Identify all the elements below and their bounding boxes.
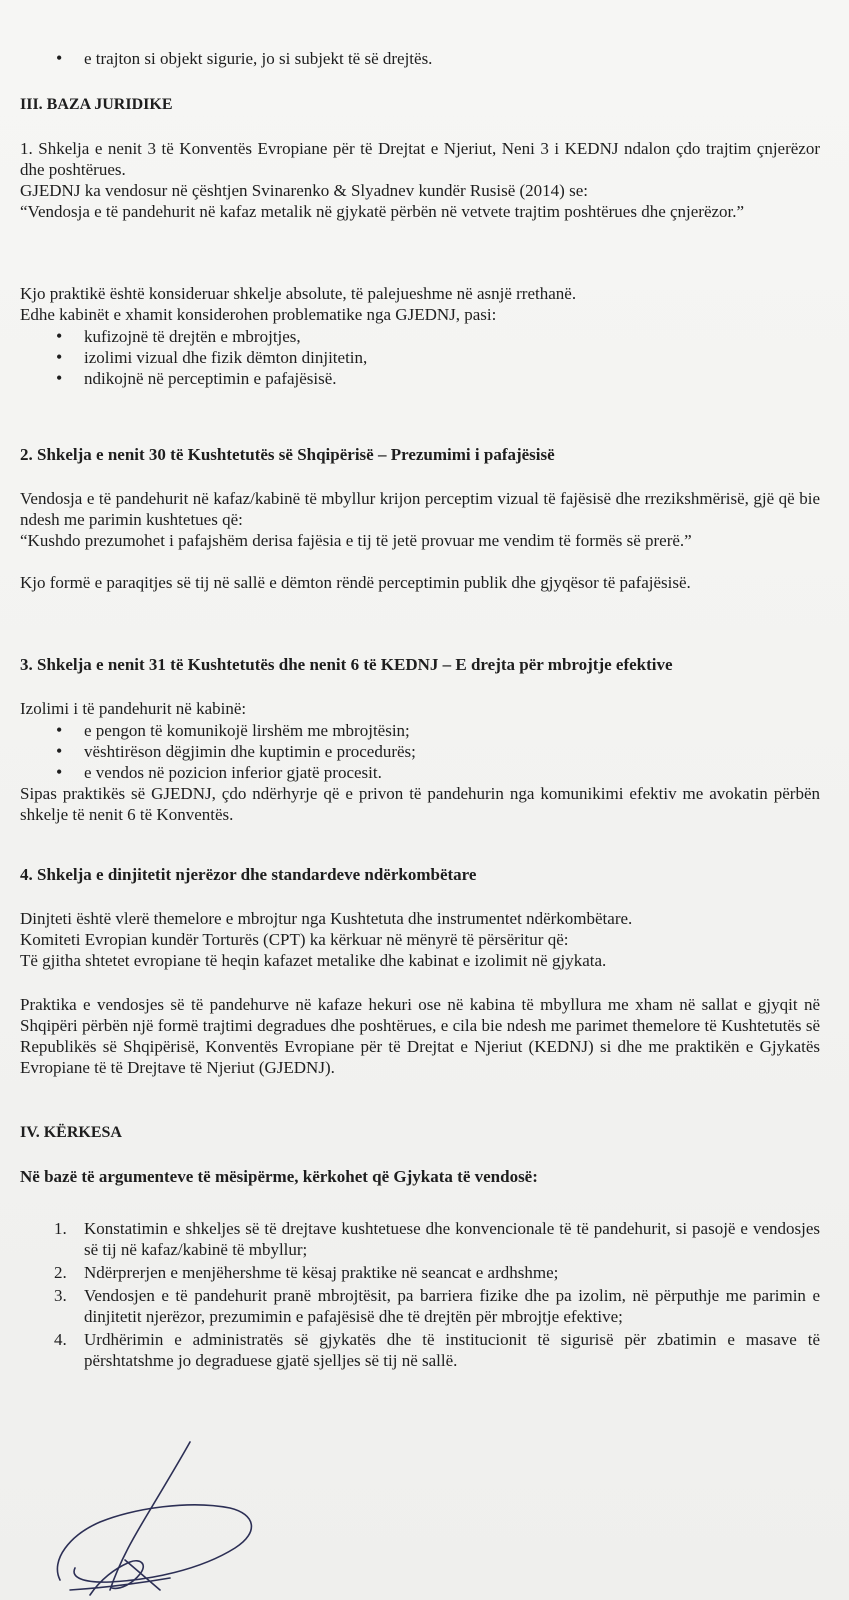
heading-article-31: 3. Shkelja e nenit 31 të Kushtetutës dhe nenit 6 të KEDNJ – E drejta për mbrojtje efektive (20, 655, 673, 674)
paragraph-glass-cabins: Edhe kabinët e xhamit konsiderohen problematike nga GJEDNJ, pasi: (20, 305, 497, 324)
request-number: 4. (54, 1330, 67, 1349)
paragraph-cpt-demand: Të gjitha shtetet evropiane të heqin kafazet metalike dhe kabinat e izolimit në gjykata. (20, 951, 607, 970)
paragraph-dignity: Dinjteti është vlerë themelore e mbrojtur nga Kushtetuta dhe instrumentet ndërkombëtare. (20, 909, 633, 928)
request-item (20, 1329, 820, 1371)
case-reference: GJEDNJ ka vendosur në çështjen Svinarenko & Slyadnev kundër Rusisë (2014) se: (20, 181, 588, 200)
section-heading-kerkesa: IV. KËRKESA (20, 1124, 122, 1141)
request-lead: Në bazë të argumenteve të mësipërme, kërkohet që Gjykata të vendosë: (20, 1167, 538, 1186)
glass-cabin-bullets (20, 326, 820, 389)
request-item (20, 1285, 820, 1327)
paragraph-presumption: Vendosja e të pandehurit në kafaz/kabinë të mbyllur krijon perceptim vizual të fajësisë dhe rrezikshmërisë, gjë që bie ndesh me parimin kushtetues që: (20, 489, 820, 529)
request-list (20, 1218, 820, 1373)
bullet-item: • ndikojnë në perceptimin e pafajësisë. (20, 368, 820, 389)
paragraph-conclusion: Praktika e vendosjes së të pandehurve në kafaze hekuri ose në kabina të mbyllura me xham në sallat e gjyqit në Shqipëri përbën një formë trajtimi degradues dhe poshtërues, e cila bie ndesh me parimet themelore të Kushtetutës së Republikës së Shqipërisë, Konventës Evropiane për të Drejtat e Njeriut (KEDNJ) si dhe me praktikën e Gjykatës Evropiane të të Drejtave të Njeriut (GJEDNJ). (20, 995, 820, 1077)
request-item (20, 1262, 820, 1283)
paragraph-kednj-article-3: 1. Shkelja e nenit 3 të Konventës Evropiane për të Drejtat e Njeriut, Neni 3 i KEDNJ ndalon çdo trajtim çnjerëzor dhe poshtërues. (20, 139, 820, 179)
request-number: 2. (54, 1263, 67, 1282)
section-heading-baza-juridike: III. BAZA JURIDIKE (20, 96, 173, 113)
request-text: Ndërprerjen e menjëhershme të kësaj praktike në seancat e ardhshme; (84, 1263, 559, 1282)
presumption-quote: “Kushdo prezumohet i pafajshëm derisa fajësia e tij të jetë provuar me vendim të formës së prerë.” (20, 531, 692, 550)
signature (40, 1440, 280, 1600)
request-number: 3. (54, 1286, 67, 1305)
request-text: Vendosjen e të pandehurit pranë mbrojtësit, pa barriera fizike dhe pa izolim, në përputhje me parimin e dinjitetit njerëzor, prezumimin e pafajësisë dhe të drejtën për mbrojtje efektive; (84, 1286, 820, 1326)
paragraph-absolute-violation: Kjo praktikë është konsideruar shkelje absolute, të palejueshme në asnjë rrethanë. (20, 284, 577, 303)
request-number: 1. (54, 1219, 67, 1238)
paragraph-cpt: Komiteti Evropian kundër Torturës (CPT) ka kërkuar në mënyrë të përsëritur që: (20, 930, 569, 949)
bullet-item: • vështirëson dëgjimin dhe kuptimin e procedurës; (20, 741, 820, 762)
request-text: Urdhërimin e administratës së gjykatës dhe të institucionit të sigurisë për zbatimin e masave të përshtatshme jo degraduese gjatë sjelljes së tij në sallë. (84, 1330, 820, 1370)
isolation-bullets (20, 720, 820, 783)
bullet-item: • kufizojnë të drejtën e mbrojtjes, (20, 326, 820, 347)
bullet-item: • e vendos në pozicion inferior gjatë procesit. (20, 762, 820, 783)
bullet-item: • e trajton si objekt sigurie, jo si subjekt të së drejtës. (20, 48, 820, 69)
request-text: Konstatimin e shkeljes së të drejtave kushtetuese dhe konvencionale të të pandehurit, si pasojë e vendosjes së tij në kafaz/kabinë të mbyllur; (84, 1219, 820, 1259)
heading-article-30: 2. Shkelja e nenit 30 të Kushtetutës së Shqipërisë – Prezumimi i pafajësisë (20, 445, 555, 464)
top-bullet-list (20, 48, 820, 69)
paragraph-effective-defence: Sipas praktikës së GJEDNJ, çdo ndërhyrje që e privon të pandehurin nga komunikimi efektiv me avokatin përbën shkelje të nenit 6 të Konventës. (20, 784, 820, 824)
bullet-item: • e pengon të komunikojë lirshëm me mbrojtësin; (20, 720, 820, 741)
case-quote: “Vendosja e të pandehurit në kafaz metalik në gjykatë përbën në vetvete trajtim poshtërues dhe çnjerëzor.” (20, 202, 745, 221)
heading-human-dignity: 4. Shkelja e dinjitetit njerëzor dhe standardeve ndërkombëtare (20, 865, 477, 884)
paragraph-public-perception: Kjo formë e paraqitjes së tij në sallë e dëmton rëndë perceptimin publik dhe gjyqësor të pafajësisë. (20, 573, 691, 592)
paragraph-isolation-intro: Izolimi i të pandehurit në kabinë: (20, 699, 247, 718)
request-item (20, 1218, 820, 1260)
bullet-item: • izolimi vizual dhe fizik dëmton dinjitetin, (20, 347, 820, 368)
